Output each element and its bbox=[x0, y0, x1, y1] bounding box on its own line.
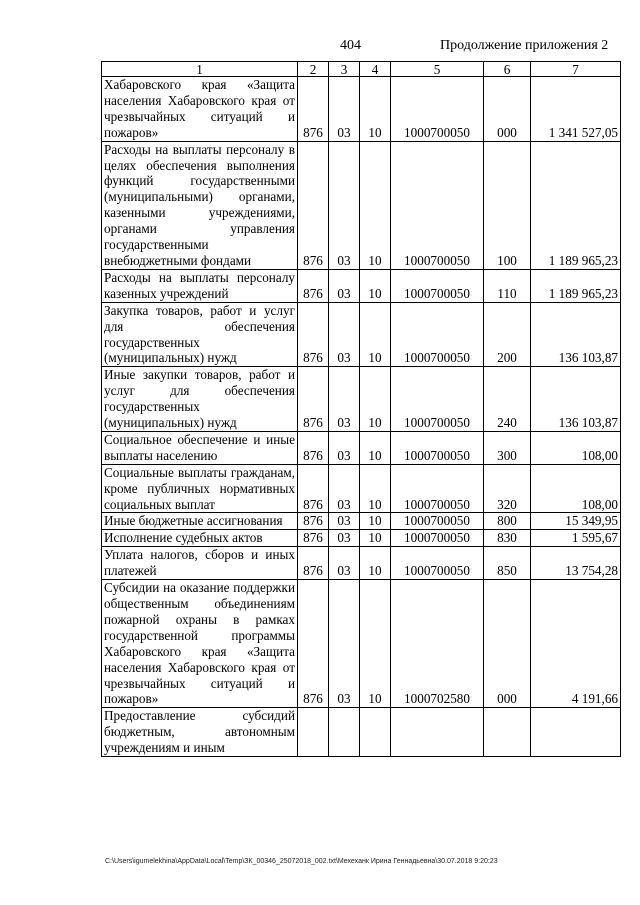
row-name: Предоставление субсидий бюджетным, автономным учреждениям и иным bbox=[102, 708, 298, 757]
row-grbs: 876 bbox=[298, 580, 329, 708]
col-header-1: 1 bbox=[102, 62, 298, 77]
row-expense-type: 000 bbox=[484, 580, 531, 708]
row-target-article: 1000700050 bbox=[391, 269, 484, 302]
row-amount: 108,00 bbox=[531, 431, 621, 464]
budget-table bbox=[101, 61, 621, 757]
row-section: 03 bbox=[329, 547, 360, 580]
col-header-4: 4 bbox=[360, 62, 391, 77]
row-target-article: 1000700050 bbox=[391, 367, 484, 432]
column-numbers-row bbox=[102, 62, 621, 77]
row-amount: 136 103,87 bbox=[531, 367, 621, 432]
row-amount bbox=[531, 708, 621, 757]
row-expense-type: 100 bbox=[484, 141, 531, 269]
row-amount: 136 103,87 bbox=[531, 302, 621, 367]
table-row bbox=[102, 141, 621, 269]
table-row bbox=[102, 464, 621, 513]
row-expense-type: 830 bbox=[484, 530, 531, 547]
col-header-6: 6 bbox=[484, 62, 531, 77]
table-row bbox=[102, 708, 621, 757]
row-expense-type: 320 bbox=[484, 464, 531, 513]
row-expense-type: 850 bbox=[484, 547, 531, 580]
row-amount: 1 189 965,23 bbox=[531, 269, 621, 302]
table-row bbox=[102, 547, 621, 580]
row-target-article: 1000702580 bbox=[391, 580, 484, 708]
row-name: Иные закупки товаров, работ и услуг для обеспечения государственных (муниципальных) нужд bbox=[102, 367, 298, 432]
row-amount: 4 191,66 bbox=[531, 580, 621, 708]
row-amount: 1 341 527,05 bbox=[531, 77, 621, 142]
row-section: 03 bbox=[329, 77, 360, 142]
row-grbs: 876 bbox=[298, 431, 329, 464]
table-row bbox=[102, 77, 621, 142]
row-subsection: 10 bbox=[360, 431, 391, 464]
row-amount: 1 189 965,23 bbox=[531, 141, 621, 269]
appendix-continuation-caption: Продолжение приложения 2 bbox=[440, 38, 609, 53]
row-section: 03 bbox=[329, 530, 360, 547]
table-row bbox=[102, 269, 621, 302]
row-grbs: 876 bbox=[298, 367, 329, 432]
row-target-article: 1000700050 bbox=[391, 302, 484, 367]
row-name: Закупка товаров, работ и услуг для обеспечения государственных (муниципальных) нужд bbox=[102, 302, 298, 367]
row-amount: 108,00 bbox=[531, 464, 621, 513]
table-row bbox=[102, 302, 621, 367]
row-amount: 13 754,28 bbox=[531, 547, 621, 580]
row-section bbox=[329, 708, 360, 757]
row-target-article bbox=[391, 708, 484, 757]
row-name: Уплата налогов, сборов и иных платежей bbox=[102, 547, 298, 580]
row-section: 03 bbox=[329, 431, 360, 464]
row-subsection: 10 bbox=[360, 464, 391, 513]
row-subsection: 10 bbox=[360, 302, 391, 367]
row-section: 03 bbox=[329, 513, 360, 530]
row-grbs: 876 bbox=[298, 269, 329, 302]
row-target-article: 1000700050 bbox=[391, 431, 484, 464]
row-expense-type: 000 bbox=[484, 77, 531, 142]
row-expense-type: 300 bbox=[484, 431, 531, 464]
row-target-article: 1000700050 bbox=[391, 141, 484, 269]
row-grbs: 876 bbox=[298, 513, 329, 530]
row-grbs: 876 bbox=[298, 141, 329, 269]
row-target-article: 1000700050 bbox=[391, 464, 484, 513]
row-grbs bbox=[298, 708, 329, 757]
row-subsection: 10 bbox=[360, 77, 391, 142]
row-subsection: 10 bbox=[360, 513, 391, 530]
row-section: 03 bbox=[329, 269, 360, 302]
row-name: Расходы на выплаты персоналу казенных учреждений bbox=[102, 269, 298, 302]
row-grbs: 876 bbox=[298, 302, 329, 367]
col-header-5: 5 bbox=[391, 62, 484, 77]
row-section: 03 bbox=[329, 464, 360, 513]
row-subsection: 10 bbox=[360, 269, 391, 302]
row-subsection: 10 bbox=[360, 547, 391, 580]
row-grbs: 876 bbox=[298, 77, 329, 142]
row-expense-type bbox=[484, 708, 531, 757]
row-name: Расходы на выплаты персоналу в целях обеспечения выполнения функций государственными (муниципальными) органами, казенными учреждениями, органами управления государственными внебюджетными фондами bbox=[102, 141, 298, 269]
row-name: Иные бюджетные ассигнования bbox=[102, 513, 298, 530]
row-expense-type: 200 bbox=[484, 302, 531, 367]
row-section: 03 bbox=[329, 580, 360, 708]
row-name: Социальное обеспечение и иные выплаты населению bbox=[102, 431, 298, 464]
row-section: 03 bbox=[329, 302, 360, 367]
row-subsection: 10 bbox=[360, 530, 391, 547]
file-path-footer: C:\Users\igumelekhina\AppData\Local\Temp\ЗК_00346_25072018_002.txt\Мехеханк Ирина Геннадьевна\30.07.2018 9:20:23 bbox=[105, 858, 498, 865]
row-name: Хабаровского края «Защита населения Хабаровского края от чрезвычайных ситуаций и пожаров» bbox=[102, 77, 298, 142]
row-section: 03 bbox=[329, 141, 360, 269]
col-header-3: 3 bbox=[329, 62, 360, 77]
table-row bbox=[102, 530, 621, 547]
col-header-2: 2 bbox=[298, 62, 329, 77]
row-expense-type: 240 bbox=[484, 367, 531, 432]
row-name: Социальные выплаты гражданам, кроме публичных нормативных социальных выплат bbox=[102, 464, 298, 513]
row-target-article: 1000700050 bbox=[391, 547, 484, 580]
row-amount: 15 349,95 bbox=[531, 513, 621, 530]
row-target-article: 1000700050 bbox=[391, 77, 484, 142]
table-row bbox=[102, 367, 621, 432]
row-expense-type: 800 bbox=[484, 513, 531, 530]
row-subsection bbox=[360, 708, 391, 757]
row-grbs: 876 bbox=[298, 530, 329, 547]
page-number: 404 bbox=[340, 38, 361, 53]
row-name: Исполнение судебных актов bbox=[102, 530, 298, 547]
row-subsection: 10 bbox=[360, 141, 391, 269]
row-expense-type: 110 bbox=[484, 269, 531, 302]
row-subsection: 10 bbox=[360, 367, 391, 432]
row-grbs: 876 bbox=[298, 547, 329, 580]
col-header-7: 7 bbox=[531, 62, 621, 77]
row-section: 03 bbox=[329, 367, 360, 432]
row-subsection: 10 bbox=[360, 580, 391, 708]
row-grbs: 876 bbox=[298, 464, 329, 513]
table-row bbox=[102, 513, 621, 530]
table-row bbox=[102, 431, 621, 464]
row-name: Субсидии на оказание поддержки общественным объединениям пожарной охраны в рамках государственной программы Хабаровского края «Защита населения Хабаровского края от чрезвычайных ситуаций и пожаров» bbox=[102, 580, 298, 708]
row-target-article: 1000700050 bbox=[391, 530, 484, 547]
row-amount: 1 595,67 bbox=[531, 530, 621, 547]
table-row bbox=[102, 580, 621, 708]
row-target-article: 1000700050 bbox=[391, 513, 484, 530]
